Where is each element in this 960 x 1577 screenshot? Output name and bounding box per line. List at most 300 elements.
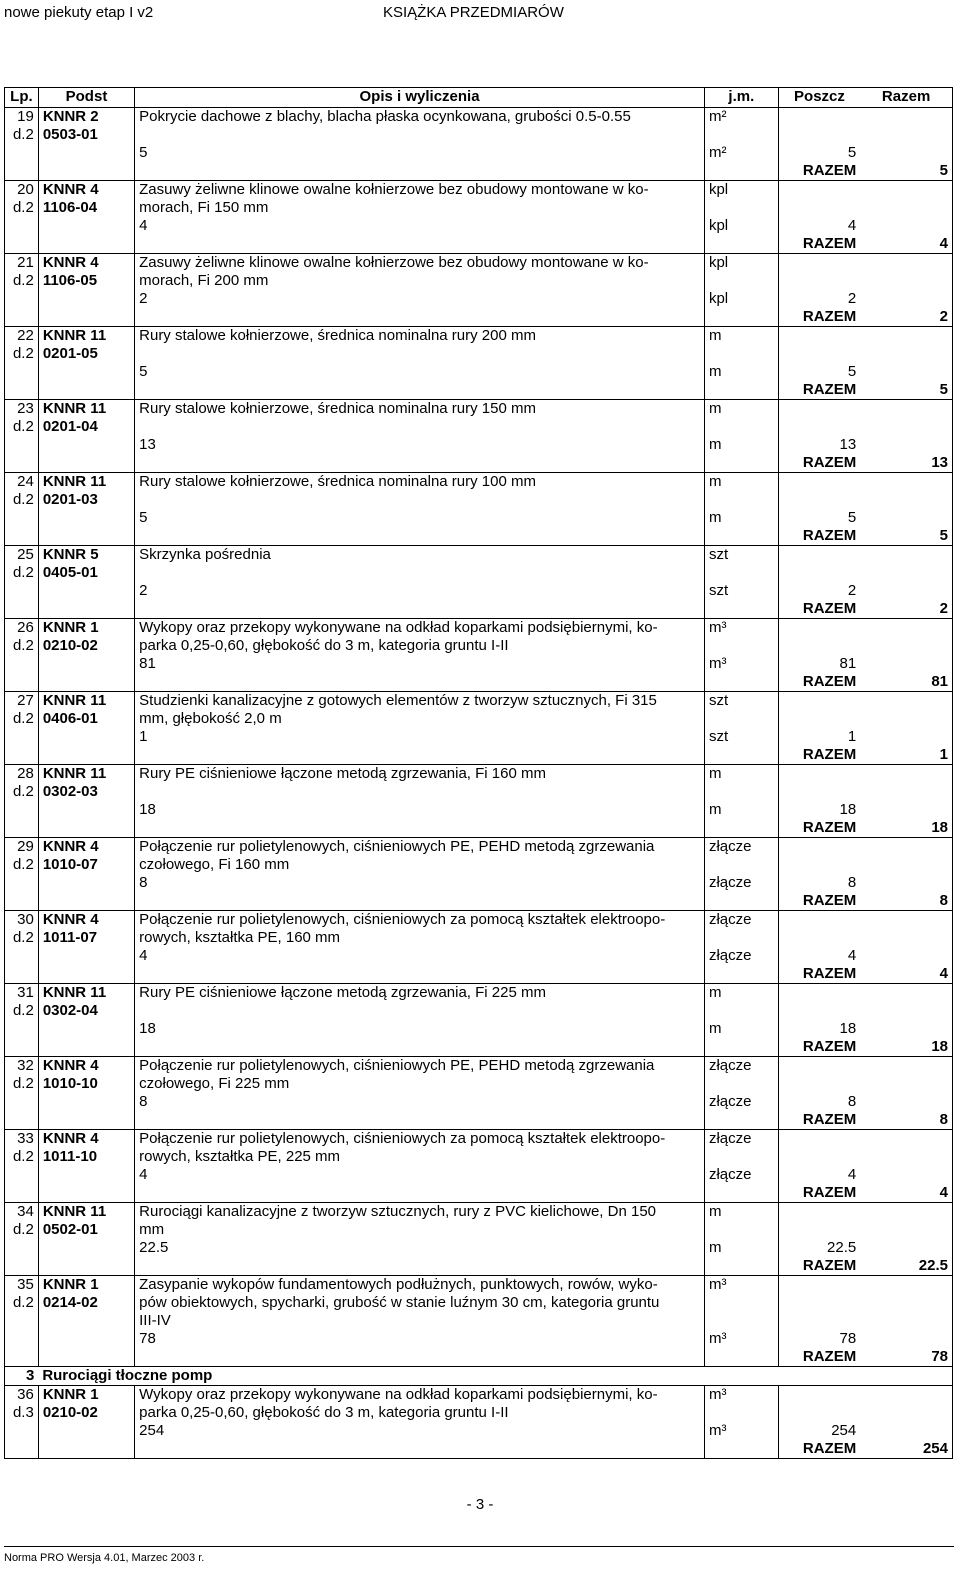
item-empty [704, 965, 778, 984]
table-row [5, 965, 953, 984]
item-empty [704, 1075, 778, 1093]
item-podst-catalog: KNNR 5 [38, 546, 134, 565]
item-unit: m³ [704, 619, 778, 638]
item-calculation: 8 [135, 1093, 705, 1111]
item-empty [5, 217, 39, 235]
item-empty [38, 1422, 134, 1440]
item-total-label: RAZEM [778, 1348, 860, 1367]
item-total-value: 22.5 [860, 1257, 952, 1276]
item-empty [860, 783, 952, 801]
item-empty [704, 819, 778, 838]
item-empty [135, 673, 705, 692]
item-empty [38, 1166, 134, 1184]
item-empty [704, 527, 778, 546]
item-empty [704, 454, 778, 473]
item-description: Rurociągi kanalizacyjne z tworzyw sztucznych, rury z PVC kielichowe, Dn 150 [135, 1203, 705, 1222]
table-row [5, 1148, 953, 1166]
item-total-value: 18 [860, 819, 952, 838]
item-department: d.2 [5, 1294, 39, 1312]
item-empty [704, 235, 778, 254]
item-empty [135, 235, 705, 254]
footer-software-note: Norma PRO Wersja 4.01, Marzec 2003 r. [4, 1552, 205, 1564]
item-calc-unit: m³ [704, 1330, 778, 1348]
item-calc-unit: złącze [704, 874, 778, 892]
item-empty [5, 1348, 39, 1367]
table-row [5, 1440, 953, 1459]
item-empty [860, 1002, 952, 1020]
item-empty [860, 491, 952, 509]
item-empty [778, 856, 860, 874]
item-empty [778, 181, 860, 200]
item-calc-unit: m [704, 436, 778, 454]
item-podst-catalog: KNNR 11 [38, 1203, 134, 1222]
table-row [5, 746, 953, 765]
item-calc-unit: m [704, 1020, 778, 1038]
table-row [5, 272, 953, 290]
table-row [5, 728, 953, 746]
item-description-cont: parka 0,25-0,60, głębokość do 3 m, kategoria gruntu I-II [135, 1404, 705, 1422]
item-empty [778, 1075, 860, 1093]
item-empty [704, 1148, 778, 1166]
section-number: 3 [5, 1367, 39, 1386]
item-empty [38, 235, 134, 254]
item-empty [778, 911, 860, 930]
table-row [5, 929, 953, 947]
table-row [5, 546, 953, 565]
item-calculation: 22.5 [135, 1239, 705, 1257]
item-description-cont [135, 126, 705, 144]
item-calc-unit: m [704, 363, 778, 381]
item-partial-quantity: 254 [831, 1422, 857, 1439]
table-row [5, 600, 953, 619]
col-header-jm: j.m. [704, 88, 778, 108]
item-empty [704, 1038, 778, 1057]
item-empty [38, 162, 134, 181]
item-empty [38, 1348, 134, 1367]
item-description: Studzienki kanalizacyjne z gotowych elementów z tworzyw sztucznych, Fi 315 [135, 692, 705, 711]
table-row [5, 454, 953, 473]
table-row [5, 1093, 953, 1111]
item-total-label: RAZEM [778, 454, 860, 473]
item-empty [778, 984, 860, 1003]
table-row [5, 1386, 953, 1405]
item-podst-catalog: KNNR 1 [38, 1386, 134, 1405]
item-empty [778, 1404, 860, 1422]
item-partial-quantity: 5 [847, 509, 857, 526]
item-description-cont [135, 418, 705, 436]
item-empty [860, 1221, 952, 1239]
table-row [5, 1221, 953, 1239]
item-total-label: RAZEM [778, 600, 860, 619]
item-unit: złącze [704, 838, 778, 857]
item-empty [5, 144, 39, 162]
item-total-value: 5 [860, 162, 952, 181]
item-empty [5, 1111, 39, 1130]
item-empty [704, 1221, 778, 1239]
table-row [5, 619, 953, 638]
item-empty [38, 728, 134, 746]
item-empty [778, 710, 860, 728]
item-empty [5, 436, 39, 454]
table-row [5, 1038, 953, 1057]
table-row [5, 1002, 953, 1020]
table-row [5, 290, 953, 308]
item-total-label: RAZEM [778, 1111, 860, 1130]
item-total-label: RAZEM [778, 819, 860, 838]
item-empty [5, 892, 39, 911]
item-empty [135, 892, 705, 911]
section-row [5, 1367, 953, 1386]
item-empty [704, 1002, 778, 1020]
item-total-label: RAZEM [778, 308, 860, 327]
item-empty [778, 1002, 860, 1020]
table-row [5, 1239, 953, 1257]
item-empty [860, 254, 952, 273]
item-empty [860, 290, 952, 308]
item-total-value: 18 [860, 1038, 952, 1057]
item-calc-unit: m [704, 509, 778, 527]
section-title: Rurociągi tłoczne pomp [38, 1367, 952, 1386]
item-description-cont: rowych, kształtka PE, 160 mm [135, 929, 705, 947]
item-description: Rury stalowe kołnierzowe, średnica nominalna rury 200 mm [135, 327, 705, 346]
item-lp: 24 [5, 473, 39, 492]
item-empty [778, 765, 860, 784]
item-total-label: RAZEM [778, 527, 860, 546]
item-total-value: 81 [860, 673, 952, 692]
footer-divider [4, 1546, 954, 1547]
table-row [5, 144, 953, 162]
item-empty [5, 655, 39, 673]
item-empty [5, 801, 39, 819]
item-empty [704, 1294, 778, 1312]
item-empty [704, 710, 778, 728]
item-podst-position: 1011-07 [38, 929, 134, 947]
item-description: Zasypanie wykopów fundamentowych podłużnych, punktowych, rowów, wyko- [135, 1276, 705, 1295]
item-calculation: 8 [135, 874, 705, 892]
item-lp: 28 [5, 765, 39, 784]
table-row [5, 1276, 953, 1295]
item-empty [860, 1203, 952, 1222]
item-empty [860, 1312, 952, 1330]
item-calculation: 18 [135, 1020, 705, 1038]
item-lp: 31 [5, 984, 39, 1003]
item-empty [778, 1203, 860, 1222]
item-description: Połączenie rur polietylenowych, ciśnieniowych za pomocą kształtek elektroopo- [135, 911, 705, 930]
item-empty [704, 162, 778, 181]
item-empty [860, 838, 952, 857]
item-empty [38, 509, 134, 527]
item-empty [860, 400, 952, 419]
item-unit: kpl [704, 254, 778, 273]
item-total-value: 254 [860, 1440, 952, 1459]
item-empty [38, 363, 134, 381]
item-department: d.2 [5, 491, 39, 509]
table-row [5, 235, 953, 254]
item-empty [704, 1111, 778, 1130]
item-empty [860, 856, 952, 874]
item-description-cont: mm [135, 1221, 705, 1239]
item-calculation: 4 [135, 217, 705, 235]
item-empty [38, 582, 134, 600]
table-row [5, 1312, 953, 1330]
item-description-cont [135, 564, 705, 582]
table-row [5, 710, 953, 728]
item-partial-quantity: 5 [847, 363, 857, 380]
item-empty [704, 308, 778, 327]
item-empty [860, 126, 952, 144]
item-description: Zasuwy żeliwne klinowe owalne kołnierzowe bez obudowy montowane w ko- [135, 181, 705, 200]
item-empty [778, 564, 860, 582]
item-total-label: RAZEM [778, 892, 860, 911]
item-podst-position: 0201-05 [38, 345, 134, 363]
item-description-cont: morach, Fi 150 mm [135, 199, 705, 217]
item-empty [135, 527, 705, 546]
item-podst-position: 1106-05 [38, 272, 134, 290]
table-row [5, 984, 953, 1003]
item-calc-unit: szt [704, 582, 778, 600]
item-unit: m [704, 473, 778, 492]
item-partial-quantity: 4 [847, 947, 857, 964]
item-empty [38, 217, 134, 235]
item-unit: m³ [704, 1386, 778, 1405]
item-podst-position: 0210-02 [38, 1404, 134, 1422]
item-empty [135, 162, 705, 181]
item-description: Pokrycie dachowe z blachy, blacha płaska ocynkowana, grubości 0.5-0.55 [135, 108, 705, 127]
table-row [5, 564, 953, 582]
table-row [5, 892, 953, 911]
item-department: d.2 [5, 783, 39, 801]
item-empty [5, 509, 39, 527]
item-empty [5, 600, 39, 619]
item-total-value: 2 [860, 308, 952, 327]
item-empty [135, 1257, 705, 1276]
item-podst-position: 0302-03 [38, 783, 134, 801]
item-department: d.2 [5, 272, 39, 290]
item-calc-unit: m³ [704, 1422, 778, 1440]
item-empty [704, 381, 778, 400]
table-row [5, 1257, 953, 1276]
item-lp: 27 [5, 692, 39, 711]
item-empty [778, 327, 860, 346]
item-empty [860, 1075, 952, 1093]
item-empty [5, 947, 39, 965]
item-lp: 25 [5, 546, 39, 565]
item-empty [860, 546, 952, 565]
item-podst-catalog: KNNR 4 [38, 1057, 134, 1076]
item-podst-position: 1010-10 [38, 1075, 134, 1093]
table-row [5, 509, 953, 527]
table-row [5, 1020, 953, 1038]
item-empty [38, 1312, 134, 1330]
item-empty [860, 710, 952, 728]
item-partial-quantity: 18 [839, 801, 857, 818]
item-empty [38, 965, 134, 984]
table-row [5, 637, 953, 655]
item-empty [704, 491, 778, 509]
table-row [5, 1330, 953, 1348]
item-empty [5, 1330, 39, 1348]
item-description: Połączenie rur polietylenowych, ciśnieniowych za pomocą kształtek elektroopo- [135, 1130, 705, 1149]
item-empty [778, 400, 860, 419]
item-podst-position: 0503-01 [38, 126, 134, 144]
item-calc-unit: szt [704, 728, 778, 746]
table-row [5, 692, 953, 711]
item-calculation: 5 [135, 509, 705, 527]
item-lp: 32 [5, 1057, 39, 1076]
item-partial-quantity: 78 [839, 1330, 857, 1347]
item-calculation: 81 [135, 655, 705, 673]
item-empty [5, 1440, 39, 1459]
table-row [5, 1422, 953, 1440]
item-empty [704, 1257, 778, 1276]
item-empty [778, 546, 860, 565]
przedmiar-table [4, 87, 953, 1459]
item-empty [778, 1386, 860, 1405]
item-description-cont: pów obiektowych, spycharki, grubość w stanie luźnym 30 cm, kategoria gruntu [135, 1294, 705, 1312]
item-podst-catalog: KNNR 11 [38, 692, 134, 711]
item-description-cont: rowych, kształtka PE, 225 mm [135, 1148, 705, 1166]
item-empty [135, 1038, 705, 1057]
item-podst-position: 0502-01 [38, 1221, 134, 1239]
item-total-value: 13 [860, 454, 952, 473]
item-unit: złącze [704, 1130, 778, 1149]
item-calculation: 2 [135, 290, 705, 308]
item-empty [860, 1239, 952, 1257]
item-empty [860, 984, 952, 1003]
table-row [5, 874, 953, 892]
item-empty [704, 564, 778, 582]
item-unit: m [704, 327, 778, 346]
item-empty [38, 1111, 134, 1130]
item-empty [5, 454, 39, 473]
item-empty [860, 1294, 952, 1312]
item-empty [778, 199, 860, 217]
item-description-cont: mm, głębokość 2,0 m [135, 710, 705, 728]
table-row [5, 819, 953, 838]
item-empty [860, 765, 952, 784]
item-empty [38, 746, 134, 765]
item-empty [38, 308, 134, 327]
item-empty [860, 272, 952, 290]
item-podst-catalog: KNNR 11 [38, 400, 134, 419]
item-empty [778, 1130, 860, 1149]
item-empty [778, 783, 860, 801]
item-empty [5, 1239, 39, 1257]
item-podst-position: 0405-01 [38, 564, 134, 582]
item-total-label: RAZEM [778, 965, 860, 984]
item-description-cont [135, 491, 705, 509]
item-partial-quantity: 4 [847, 1166, 857, 1183]
item-calc-unit: m [704, 1239, 778, 1257]
item-partial-quantity: 13 [839, 436, 857, 453]
item-empty [38, 874, 134, 892]
item-empty [860, 108, 952, 127]
item-podst-catalog: KNNR 2 [38, 108, 134, 127]
table-row [5, 327, 953, 346]
item-department: d.2 [5, 1075, 39, 1093]
item-empty [135, 1440, 705, 1459]
table-row [5, 783, 953, 801]
item-empty [778, 929, 860, 947]
table-row [5, 801, 953, 819]
item-calculation: 78 [135, 1330, 705, 1348]
item-podst-catalog: KNNR 4 [38, 181, 134, 200]
item-empty [5, 1184, 39, 1203]
table-body [5, 108, 953, 1459]
item-department: d.3 [5, 1404, 39, 1422]
item-description: Wykopy oraz przekopy wykonywane na odkład koparkami podsiębiernymi, ko- [135, 619, 705, 638]
item-description-cont: morach, Fi 200 mm [135, 272, 705, 290]
item-empty [860, 1093, 952, 1111]
item-empty [778, 1148, 860, 1166]
item-empty [860, 582, 952, 600]
item-empty [860, 637, 952, 655]
item-empty [5, 1257, 39, 1276]
table-header-row [5, 88, 953, 108]
page-number: - 3 - [466, 1496, 494, 1513]
item-total-label: RAZEM [778, 381, 860, 400]
table-row [5, 217, 953, 235]
item-lp: 26 [5, 619, 39, 638]
item-empty [860, 217, 952, 235]
item-podst-catalog: KNNR 11 [38, 327, 134, 346]
item-empty [860, 1386, 952, 1405]
item-empty [704, 1440, 778, 1459]
item-empty [860, 144, 952, 162]
table-row [5, 473, 953, 492]
col-header-podst: Podst [38, 88, 134, 108]
item-total-value: 78 [860, 1348, 952, 1367]
item-empty [5, 1422, 39, 1440]
item-empty [704, 126, 778, 144]
item-calc-unit: złącze [704, 947, 778, 965]
item-empty [860, 564, 952, 582]
item-empty [778, 1057, 860, 1076]
item-description-cont: III-IV [135, 1312, 705, 1330]
table-row [5, 1166, 953, 1184]
item-empty [778, 473, 860, 492]
table-row [5, 1404, 953, 1422]
table-row [5, 582, 953, 600]
table-row [5, 1111, 953, 1130]
item-empty [704, 418, 778, 436]
table-row [5, 1130, 953, 1149]
item-empty [860, 1422, 952, 1440]
item-department: d.2 [5, 710, 39, 728]
item-description: Rury stalowe kołnierzowe, średnica nominalna rury 150 mm [135, 400, 705, 419]
item-empty [860, 1330, 952, 1348]
table-row [5, 436, 953, 454]
item-empty [135, 308, 705, 327]
item-podst-position: 0201-04 [38, 418, 134, 436]
item-podst-position: 1010-07 [38, 856, 134, 874]
item-empty [778, 1294, 860, 1312]
item-description-cont: czołowego, Fi 225 mm [135, 1075, 705, 1093]
item-empty [704, 783, 778, 801]
item-description: Rury stalowe kołnierzowe, średnica nominalna rury 100 mm [135, 473, 705, 492]
item-department: d.2 [5, 418, 39, 436]
item-partial-quantity: 18 [839, 1020, 857, 1037]
item-lp: 20 [5, 181, 39, 200]
item-empty [778, 418, 860, 436]
item-description-cont [135, 783, 705, 801]
header-document-title: KSIĄŻKA PRZEDMIARÓW [383, 4, 564, 21]
table-row [5, 381, 953, 400]
item-empty [704, 892, 778, 911]
item-partial-quantity: 8 [847, 1093, 857, 1110]
item-empty [5, 381, 39, 400]
item-empty [704, 1404, 778, 1422]
